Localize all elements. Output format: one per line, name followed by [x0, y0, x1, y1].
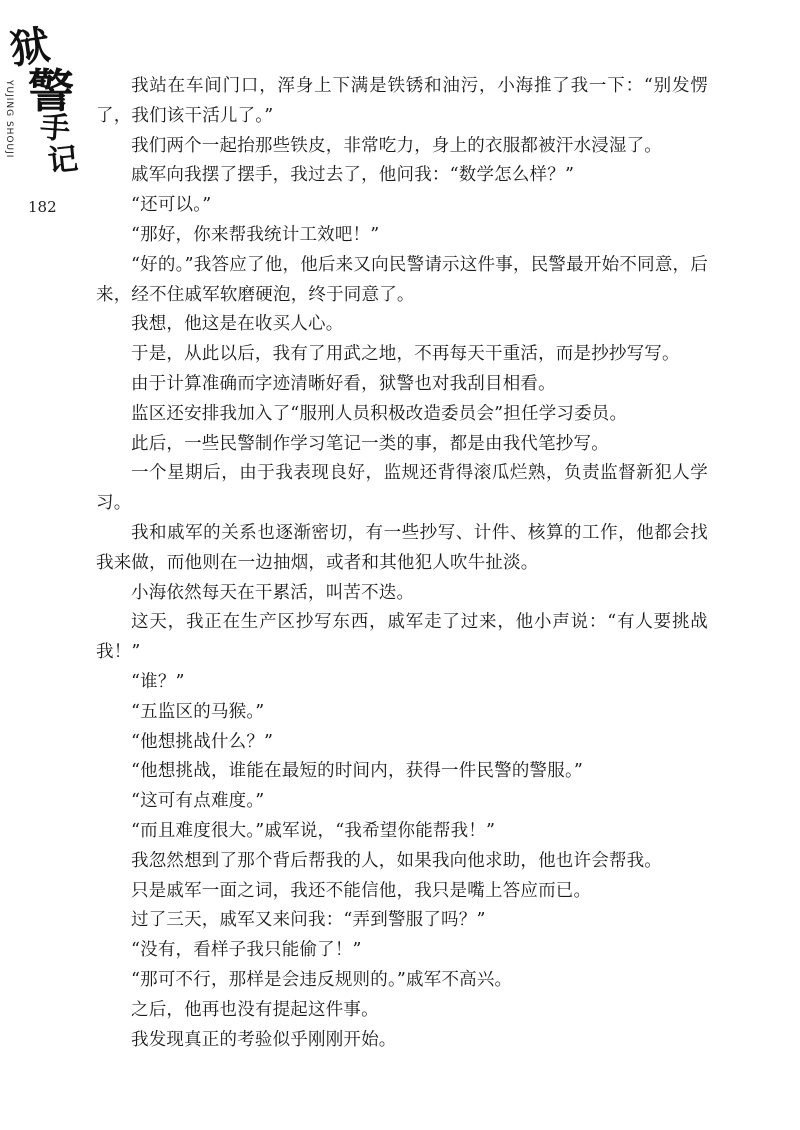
- logo-char-1: 狱: [6, 21, 54, 74]
- logo-char-4: 记: [46, 141, 80, 180]
- paragraph: 由于计算准确而字迹清晰好看，狱警也对我刮目相看。: [131, 373, 556, 394]
- paragraph: “那可不行，那样是会违反规则的。”戚军不高兴。: [131, 969, 513, 990]
- paragraph: 我和戚军的关系也逐渐密切，有一些抄写、计件、核算的工作，他都会找我来做，而他则在一边抽烟，或者和其他犯人吹牛扯淡。: [96, 522, 708, 573]
- paragraph: “还可以。”: [131, 195, 212, 216]
- paragraph: “没有，看样子我只能偷了！”: [131, 940, 362, 961]
- paragraph: 我们两个一起抬那些铁皮，非常吃力，身上的衣服都被汗水浸湿了。: [131, 135, 662, 156]
- paragraph: 这天，我正在生产区抄写东西，戚军走了过来，他小声说：“有人要挑战我！”: [96, 612, 708, 663]
- paragraph: “好的。”我答应了他，他后来又向民警请示这件事，民警最开始不同意，后来，经不住戚军软磨硬泡，终于同意了。: [96, 254, 708, 305]
- paragraph: “他想挑战，谁能在最短的时间内，获得一件民警的警服。”: [131, 761, 584, 782]
- paragraph: 我想，他这是在收买人心。: [131, 314, 344, 335]
- logo-pinyin: YUJING SHOUJI: [4, 80, 14, 159]
- logo-char-3: 手: [38, 109, 72, 148]
- paragraph: “他想挑战什么？”: [131, 731, 274, 752]
- paragraph: “那好，你来帮我统计工效吧！”: [131, 224, 380, 245]
- paragraph: 戚军向我摆了摆手，我过去了，他问我：“数学怎么样？”: [131, 165, 575, 186]
- body-text: [96, 72, 708, 1055]
- paragraph: 我站在车间门口，浑身上下满是铁锈和油污，小海推了我一下：“别发愣了，我们该干活儿了。”: [96, 76, 708, 126]
- logo-char-2: 警: [28, 64, 74, 118]
- paragraph: 小海依然每天在干累活，叫苦不迭。: [131, 582, 415, 603]
- paragraph: “五监区的马猴。”: [131, 701, 265, 722]
- book-title-logo: [4, 21, 82, 188]
- paragraph: “这可有点难度。”: [131, 791, 265, 812]
- paragraph: “谁？”: [131, 671, 185, 692]
- paragraph: 过了三天，戚军又来问我：“弄到警服了吗？”: [131, 910, 486, 931]
- paragraph: 一个星期后，由于我表现良好，监规还背得滚瓜烂熟，负责监督新犯人学习。: [96, 463, 708, 514]
- paragraph: 于是，从此以后，我有了用武之地，不再每天干重活，而是抄抄写写。: [131, 344, 680, 365]
- paragraph: 我发现真正的考验似乎刚刚开始。: [131, 1029, 397, 1050]
- paragraph: “而且难度很大。”戚军说，“我希望你能帮我！”: [131, 820, 496, 841]
- paragraph: 我忽然想到了那个背后帮我的人，如果我向他求助，他也许会帮我。: [131, 850, 662, 871]
- paragraph: 此后，一些民警制作学习笔记一类的事，都是由我代笔抄写。: [131, 433, 609, 454]
- page-number: 182: [28, 198, 57, 216]
- paragraph: 监区还安排我加入了“服刑人员积极改造委员会”担任学习委员。: [131, 403, 628, 424]
- paragraph: 只是戚军一面之词，我还不能信他，我只是嘴上答应而已。: [131, 880, 592, 901]
- paragraph: 之后，他再也没有提起这件事。: [131, 999, 379, 1020]
